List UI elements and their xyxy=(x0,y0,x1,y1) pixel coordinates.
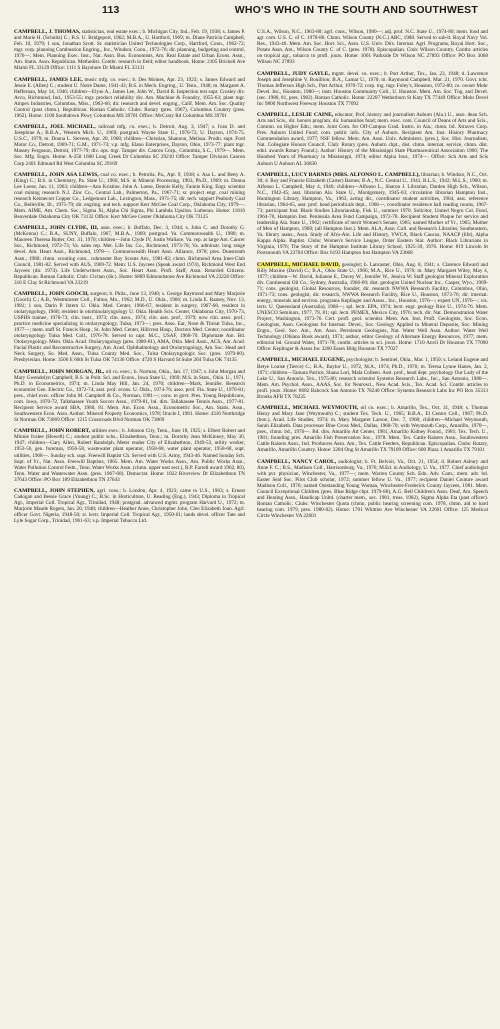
entry-name: CAMPBELL, JUDY GAYLE, xyxy=(257,70,330,77)
entry-name: CAMPBELL, JOHN ASA LEWIS, xyxy=(14,171,99,178)
biography-entry xyxy=(14,77,245,119)
biography-entry xyxy=(14,291,245,364)
biography-entry xyxy=(257,405,488,453)
biography-entry xyxy=(257,112,488,166)
entry-text: psychologist; b. Sentinel, Okla., Mar. 1, 1950; s. Leland Eugene and Betye Louise (Tierce) C.; B.A., Baylor U., 1972, M.A., 1974, Ph.D., 1976; m. Teresa Lynne Hanes, Jan. 2, 1971; children—Tamara Patrice, Shana Lori, Mala Colleen. Asst. prof., head dept. psychology Our Lady of the Lake U., San Antonio, Tex., 1975-80; research scientist Systems Research Labs., Inc., San Antonio, 1980—. Mem. Am. Psychol. Assn., AAAS, Soc. for Neurosci., New Acad. Scis., Tex. Acad. Sci. Contbr. articles to profl. jours. Home: 8682 Babcock San Antonio TX 78240 Office: Systems Research Labs Inc PO Box 35313 Brooks AFB TX 78235 xyxy=(257,357,488,400)
entry-name: CAMPBELL, JOHN STEPHEN, xyxy=(14,487,95,494)
entry-name: CAMPBELL, LESLIE CAINE, xyxy=(257,112,334,119)
biography-entry xyxy=(14,488,245,524)
entry-name: CAMPBELL, MICHAEL WEYMOUTH, xyxy=(257,404,359,411)
biography-entry xyxy=(14,225,245,285)
right-column xyxy=(257,24,488,527)
entry-name: CAMPBELL, MICHAEL DAVID, xyxy=(257,261,340,268)
entry-name: CAMPBELL, JOEL MICHAEL, xyxy=(14,124,96,131)
biography-entry xyxy=(257,172,488,257)
entry-text: oil co. exec.; b. Amarillo, Tex., Oct. 31, 1948; s. Thomas Henry and Mary Jane (Weymouth) C.; student Tex. Tech. U., 1965; B.B.A., El Centro Coll., 1967; Ph.D. (hon.), Acad. Life Studies, 1974; m. Mary Margaret Larson, Dec. 7, 1968; children—Michael Weymouth, Sarah Elizabeth. Data processor Blue Cross Med., Dallas, 1968-70; with Weymouth Corp., Amarillo, 1970—, pres., chmn. bd., 1976—. Bd. dirs. Amarillo Art Center, 1981, Amarillo Kidney Found., 1981; Tex. Tech. U., 1981; founding pres. Amarillo Fish Preservation Soc., 1978. Mem. Tex. Cattle Raisers Assn., Southwestern Cattle Raisers Assn., Ind. Producers Assn. Am., Tex. Cattle Feeders, Republican. Episcopalian. Clubs: Rotary, Amarillo, Amarillo Country. Home: 3204 Ong St Amarillo TX 79109 Office: 600 Plaza 1 Amarillo TX 79101 xyxy=(257,404,488,454)
entry-name: CAMPBELL, JAMES LEE, xyxy=(14,76,83,83)
entry-name: CAMPBELL, JOHN CLYDE, III, xyxy=(14,225,99,232)
left-column xyxy=(14,24,245,527)
entry-text: music mfg. co. exec.; b. Des Moines, Apr. 23, 1923; s. James Edward and Jessie E. (Allen) C.; student U. Notre Dame, 1941-43; B.S. in Mech. Engring., U. Tenn., 1948; m. Margaret A. Heffernan, May 14, 1946; children—Elyse A., James Lee, John W., David R. Inspection test supr. Crosley div. Avco, Richmond, Ind., 1953-55; mgr. product reliability div. Am. Machine & Foundry, 1955-63; plant mgr. Ampex Industries, Columbus, Miss., 1963-66; dir. research and devel. engrng., Calif. Mem. Am. Soc. Quality Control (past chmn.). Republican. Roman Catholic. Clubs: Rotary (pres. 1967), Columbus Country (pres. 1962). Home: 1100 Southdown Pkwy Columbus MS 39701 Office: McCrary Rd Columbus MS 39701 xyxy=(14,76,245,119)
entry-text: mgmt. devel. co. exec.; b. Port Arthur, Tex., Jan. 23, 1948; d. Lawrence Joseph and Josephine V. Bouillion; B.A., Lamar U., 1970; m. Raymond Campbell, Mar. 21, 1970. Govt. tchr. Thomas Jefferson High Sch., Port Arthur, 1970-72; corp. tng. mgr. Foley's, Houston, 1972-80; co. owner Mohr Devel. Inc., Houston, 1980—; instr. Houston Community Coll., U. Houston. Mem. Am. Soc. Tng. and Devel. (sec. 1980, 81, pres. 1982). Roman Catholic. Home: 22207 Wetherburn St Katy TX 77449 Office: Mohr Devel Inc 9800 Northwest Freeway Houston TX 77092 xyxy=(257,70,488,107)
biography-entry xyxy=(14,29,245,71)
entry-text: geologist; b. Lancaster, Ohio, Aug. 8, 1941; s. Clarence Edward and Billy Maxine (David) C.; B.A., Ohio State U., 1966; M.A., Rice U., 1976; m. Mary Margaret Wiley, May 4, 1977; children—W. David, Julianne E., Davey W., Jennifer W., Jessica W. Staff geologist Mineral Exploration div. Continental Oil Co., Sydney, Australia, 1966-69; dist. geologist United Nuclear Inc., Casper, Wyo., 1969-71; cons. geologist, Global Resources, founder, dir. research NWWA Research Facility, Columbus, Ohio, 1971-73; cons. geologist, dir. research, NWWA Research Facility, Rice U., Houston, 1973-76; dir. internat. energy, minerals and environ. programs Keplinger and Assos., Inc., Houston, 1976—; expert UN, 1976—; vis. lectr. U. Queensland (Australia), 1968—; spl. lectr. EPA, 1974; lectr. engr. geology Rice U., 1974-76. Mem. UNESCO Seminars, 1977, 79, 81; spl. lectr. PEMEX, Mexico City, 1976; tech. dir. Nat. Demonstration Water Project, Washington, 1973-76. Cert. profl. geol. scientist. Mem. Am. Inst. Profl. Geologists, Soc. Econ. Geologists, Assn. Geologists for Internat. Devel., Soc. Geology Applied to Mineral Deposits, Soc. Mining Engrs., Geol. Soc. Am., Am. Assn. Petroleum Geologists, Nat. Water Well Assn. Author: Water Well Technology (Ohiana Book award), 1973; author, editor Geology of Alternate Energy Resources, 1977; mem. editorial bd. Ground Water, 1971-78; contbr. articles to sci. jours. Home: 1710 Anvil Dr Houston TX 77090 Office: Keplinger & Assos Inc 3200 Essex Bldg Houston TX 77027 xyxy=(257,261,488,353)
columns xyxy=(14,24,488,527)
entry-text: coal co. exec.; b. Petrolia, Pa., Apr. 9, 1938; s. Asa L. and Betty A. (King) C.; B.S. in Chemistry, Pa. State U., 1960, M.S. in Mineral Processing, 1963, Ph.D., 1969; m. Donna Lee Loese, Jan. 11, 1963; children—Ann Kristine, John A. Loese, Dennis Kelly, Fannie King. Engr. scientist coal mining research N.J. Zinc Co., Central Lab., Palmerton, Pa., 1967-71; sr. project engr. coal mining research Kennecott Copper Co., Ledgemont Lab., Lexington, Mass., 1971-75; dir. tech. support Peabody Coal Co., Belleville, Ill., 1975-79; dir. engring. and tech. support Kerr McGee Coal Corp., Oklahoma City, 1979—. Mem. AIME, Am. Chem. Soc., Sigma Xi, Alpha Chi Sigma, Phi Lambda Upsilon. Lutheran. Home: 11816 Beaverdale Oklahoma City OK 73132 Office: Kerr McGee Center Oklahoma City OK 73125 xyxy=(14,171,245,221)
entry-text: assn. exec.; b. Buffalo, Dec. 3, 1944; s. John C. and Dorothy G. (McKenna) C.; B.A., SUNY, Buffalo, 1967, M.B.A., 1969; postgrad. Va. Commonwealth U., 1980; m. Maureen Theresa Butler, Oct. 31, 1970; children—John Clyde IV, Justin Wallace. Va. rep. at large Am. Cancer Soc., Richmond, 1972-73; Va. sales rep. Met. Life Ins. Co., Richmond, 1973-78; Va. adminstr. long range devel. Am. Heart Assn., Richmond, 1978—. Commonwealth Heart Assn. Alliance, 1978; pres. Dunstreath Assn., 1980; chmn. scouting com., cubmaster Boy Scouts Am., 1981-82; chmn. Richmond Area Inter-Club Council, 1981-82. Served with AUS, 1969-72. Mem. U.S. Jaycees (Speak award 1974), Richmond West End Jaycees (dir. 1974). Life Underwriters Assn., Soc. Heart Assn. Profl. Staff, Assn. Retarded Citizens. Republican. Roman Catholic. Club: Civitan (dir.). Home: 6809 Edmondstone Ave Richmond VA 23226 Office: 316 E Clay St Richmond VA 23219 xyxy=(14,225,245,286)
entry-name: CAMPBELL, JOHN MORGAN, JR., xyxy=(14,368,105,375)
entry-text: surgeon; b. Phila., June 13, 1940; s. George Raymond and Mary Marjorie (Gooch) C.; A.B., Westminster Coll., Fulton, Mo., 1962; M.D., U. Okla., 1966; m. Linda E. Ramey, Nov. 13, 1981; 1 son, Darin P. Intern U. Okla. Med. Center, 1966-67, resident in surgery, 1967-68, resident in otolaryngology, 1968; resident in otorhinolaryngology U. Okla. Health Scis. Center, Oklahoma City, 1970-73, USPHS trainee, 1970-73; clin. instr., 1973; clin. asso., 1974; clin. asst. prof., 1979; now clin. asso. prof.; practice medicine specializing in otolaryngology, Tulsa, 1973—; pres. Asso. Ear, Nose & Throat Tulsa, Inc., 1977—; mem. staff St. Francis Hosp., St. John Med. Center, Hillcrest Hosp., Doctors Med. Center; coordinator otolaryngology Tulsa Med. Coll., 1976-78. Served to capt. M.C., USAF, 1968-70. Diplomate Am. Bd. Otolaryngology. Mem. Okla. Acad. Otolaryngology (pres. 1980-81), AMA, Okla. Med. Assn., ACS, Am. Acad. Facial Plastic and Reconstructive Surgery, Am. Acad. Ophthalmology and Otolaryngology, Am. Soc. Head and Neck Surgery, So. Med. Assn., Tulsa County Med. Soc., Tulsa Otolaryngologic Soc. (pres. 1979-80). Presbyterian. Home: 3506 E 66th St Tulsa OK 74136 Office: 4720 S Harvard St Suite 204 Tulsa OK 74135 xyxy=(14,290,246,364)
biography-entry xyxy=(14,124,245,166)
entry-name: CAMPBELL, MICHAEL EUGENE, xyxy=(257,357,345,364)
entry-text: U.S.A., Wilson, N.C., 1963-80; agrl. cons., Wilson, 1980—; adj. prof. N.C. State U., 1974-80; mem. food and agr. com. U.S. C. of C. 1978-80. Chmn. Wilson County (N.C.) ARC, 1980. Served to sub-lt. Royal Navy Vol. Res., 1943-46. Mem. Am. Soc. Hort. Sci., Assn. U.S. Univ. Dirs. Internat. Agrl. Programs, Royal Hort. Soc., Potato Assn. Am., Wilson County C. of C. (pres. 1978). Episcopalian. Club: Wilson Country. Contbr. articles on tropical agr., tobacco to profl. jours. Home: 1001 Parkside Dr Wilson NC 27893 Office: PO Box 3068 Wilson NC 27893 xyxy=(257,29,488,66)
entry-text: librarian; b. Windsor, N.C., Oct. 30; d. Roy and Francie Elizabeth (Carter) Barnes; B.A., N.C. Central U., 1941, B.L.S., 1942; M.L.S., 1960; m. Alfonso L. Campbell, May 4, 1946; children—Alfonso L., Sharon J. Librarian, Darden High Sch., Wilson, N.C., 1942-45; asst. librarian Ala. State U., Montgomery, 1945-63; circulation librarian Hampton Inst., Huntington Library, Hampton, Va., 1963, acting dir., coordinator student activities, 1964, asst. reference librarian, 1964-65, asst. prof. head periodicals dept., 1966—, coordinator residence hall reading rooms, 1967-73; participant Inst. Black Studies Librarianship, Fisk U., summer 1970. Solicitor, United Negro Col. Fund, 1964-70, Hampton Inst. Peninsula Area Fund Campaign, 1972-78. Recipient Student Plaque for service and leadership Ala. State U., 1962; certificate of merit Women's Senate, 1965; named Mother of Yr., 1965; Mother of Men of Hampton, 1968; (all Hampton Inst.). Mem. ALA, Assn. Coll. and Research Libraries, Southeastern, Va. library assns., Assn. Study of Afro-Am. Life and History, YWCA, Black Caucus, NAACP (life), Alpha Kappa Alpha. Baptist. Clubs: Women's Service League, Order Eastern Star. Author: Black Librarians in Virginia, 1976; The Story of the Hampton Institute Library School, 1925-39, 1976. Home: 819 Lincoln St Portsmouth VA 23704 Office: Box 6193 Hampton Inst Hampton VA 23668 xyxy=(257,171,488,257)
page-header xyxy=(14,0,488,21)
biography-entry xyxy=(14,369,245,423)
biography-entry xyxy=(257,459,488,519)
entry-text: agrl. cons.; b. London, Apr. 4, 1923; came to U.S., 1963; s. Ernest Cadogan and Bessie Grace (Young) C.; B.Sc. in Horticulture, U. Reading (Eng.), 1943; Diploma in Tropical Agr., Imperial Coll. Tropical Agr., Trinidad, 1948; postgrad. advanced mgmt. program Harvard U., 1972; m. Marjorie Maude Rogers, Jan. 20, 1948; children—Heather Anne, Christopher John, Cleo Elizabeth Joan. Agrl. officer Govt. Nigeria, 1948-50; sr. lectr. Imperial Coll. Tropical Agr., 1950-61; lands devel. officer Tate and Lyle Sugar Corp., Trinidad, 1961-63; v.p. Imperial Tobacco Ltd. xyxy=(14,487,245,525)
entry-name: CAMPBELL, JOHN ROBERT, xyxy=(14,428,91,435)
running-title: WHO'S WHO IN THE SOUTH AND SOUTHWEST xyxy=(234,4,478,16)
biography-entry xyxy=(257,357,488,399)
entry-text: utilities exec.; b. Johnson City, Tenn., June 18, 1925; s. Elbert Robert and Minnie Ivalee (Howell) C.; student public schs., Elizabethton, Tenn.; m. Dorothy Jean McKinney, May 30, 1947; children—Gary Allen, Robert Randolph. Meter reader City of Elizabethton, 1949-53, utility worker, 1953-56, gen. foreman, 1956-58, wastewater plant operator, 1958-68, water plant operator, 1958-68, supt. utilities, 1968—. Sunday sch. supt. Freewill Baptist Ch. Served with U.S. Army, 1943-46. Named Sunday Sch. Supt. of Yr., Nat. Assn. Freewill Baptists, 1965. Mem. Am. Water Works Assn., Am. Public Works Assn., Water Pollution Control Fedn., Tenn. Water Works Assn. (chmn. upper east sect.), R.P. Farrell award 1962, 80), Tenn. Water and Wastewater Assn. (pres. 1967-68). Democrat. Home: 1022 Riverview Dr Elizabethton TN 37643 Office: PO Box 189 Elizabethton TN 37643 xyxy=(14,428,245,483)
entry-text: oil co. exec.; b. Norman, Okla., Jan. 17, 1947; s. John Morgan and Mary Gwendolyn Campbell; B.S. in Polit. Sci. and Econs., Iowa State U., 1969; M.S. in Stats., Okla. U., 1971, Ph.D. in Econometrics, 1974; m. Linda May Hill, Jan. 24, 1970; children—Mark, Jennifer. Research economist Gen. Electric Co., 1972-74; asst. prof. econs. U. Okla., 1974-76; asso. prof. Fla. State U., 1976-81; pres., chief exec. officer John M. Campbell & Co., Norman, 1981—; cons. to govt. Pres. Young Republicans, com. Iowa, 1970-72, Tallahassee Youth Soccer Assn., 1979-81, bd. dirs. Tallahassee Tennis Assn., 1977-81. Recipient Service award SBA, 1980, 81. Mem. Am. Econ. Assn., Econometric Soc., Am. Statis. Assn., Southwestern Econ. Assn. Author: Mineral Property Economics, 1978; Oracle I, 1981. Home: 4316 Northridge St Norman OK 73069 Office: 1215 Crossroads Blvd Norman OK 73069 xyxy=(14,368,245,424)
entry-text: educator, Prof. history and journalism Auburn (Ala.) U., asso. dean Sch. Arts and Scis., dir. honors program, dir. humanities fund; mem. exec. com. Council of Deans of Arts and Scis., Commn. on Higher Edn.; mem. Joint Com. for Off-Campus Grad. Instrn. in Ala.; chmn. bd. Xtravex Corp. Pres. Auburn United Fund; com. public info. City of Auburn. Recipient Am. Inst. History Pharmacy Commendation award, 1977; NSF fellow. Mem. Am. Assn. Univ. Administrs. (pres.), Soc. Hist. Journalism, Nat. Collegiate Honors Council. Club: Rotary (pres. Auburn chpt., dist. chmn. internat. service, chmn. dist. ednl. awards Rotary Found.). Author: History of the Mississippi State Pharmaceutical Association 1966; The Hundred Years of Pharmacy in Mississippi, 1974; editor Alpha Jour., 1974—. Office: Sch Arts and Scis Auburn U Auburn AL 36830 xyxy=(257,112,488,167)
entry-text: railroad mfg. co. exec.; b. Detroit, Aug. 3, 1947; s. Ivan D. and Josephine A.; B.B.A., Western Mich. U., 1969; postgrad. Wayne State U., 1970-72, U. Dayton, 1974-75. U.S.C., 1979; m. Donna L. Stevens, Apr. 20, 1968; children—Christian, Shannon, Melissa. Prodn. supt. Ford Motor Co., Detroit, 1969-71; G.M., 1971-73; v.p. mfg. Elano Enterprises, Dayton, Ohio, 1973-77; plant mgr. Massey Ferguson, Detroit, 1977-79; div. ops. mgr. Tamper div. Canron Corp., Columbia, S.C., 1979—. Mem. Soc. Mfg. Engrs. Home: A-258 1600 Long Creek Dr Columbia SC 29210 Office: Tamper Division Canron Corp 2401 Edmund Rd West Columbia SC 29169 xyxy=(14,124,245,167)
entry-name: CAMPBELL, LUCY BARNES (MRS. ALFONSO L. CAMPBELL), xyxy=(257,171,420,178)
page-number: 113 xyxy=(102,4,120,16)
biography-entry xyxy=(14,428,245,482)
entry-name: CAMPBELL, NANCY CAROL, xyxy=(257,458,337,465)
entry-text: statistician, real estate exec.; b. Michigan City, Ind., Feb. 19, 1938; s. James P. and Marie H. (Schultz) C.; B.S. U. Bridgeport, 1962; M.B.A., U. Hartford, 1969; m. Diane Patricia Campbell, Feb. 10, 1979; 1 son, Jonathan Scott. Sr. statistician United Technologies Corp., Hartford, Conn., 1962-72; mgr. corp. planning Combustion Engring., Inc., Windsor, Conn., 1972-76; dir. planning, budgeting and control, 1976—; Mem. Planning Exec. Inst., Nat. Assn. Bus. Economists, Am. Real Estate and Urban Econs. Assn., Am. Statis. Assn. Republican. Methodist. Contbr. research in field; editor handbook. Home: 2105 Brickell Ave Miami FL 33129 Office: 1111 S Bayshore Dr Miami FL 33131 xyxy=(14,29,245,72)
biography-entry xyxy=(14,172,245,220)
biography-entry xyxy=(257,262,488,353)
entry-name: CAMPBELL, J. THOMAS, xyxy=(14,29,81,36)
biography-entry xyxy=(257,71,488,107)
entry-name: CAMPBELL, JOHN GOOCH, xyxy=(14,290,89,297)
biography-entry xyxy=(257,29,488,65)
entry-text: audiologist; b. Ft. Belvoir, Va., Oct. 21, 1954; d. Robert Asbury and Anne F. C.; B.S., Madison Coll., Harrisonburg, Va., 1976; M.Ed. in Audiology, U. Va., 1977. Chief audiologist with pvt. physician, Winchester, Va., 1977—; mem. Warren County Sch. Edn. Adv. Com.; mem. adv. bd. Easter Seal Soc. Pilot Club scholar, 1972; summer fellow U. Va., 1977; recipient Daniel Couture award Madison Coll., 1976; named Outstanding Young Woman, Winchester-Frederick County Jaycees, 1981. Mem. Council Exceptional Children (pres. Blue Ridge chpt. 1979-80), A.G. Bell Children's Assn. Deaf, Am. Speech and Hearing Assn., Handicap Unltd. (charter mem., sec. 1981, treas. 1982), Sigma Alpha Eta (past officer). Roman Catholic. Clubs: Winchester Quota (chmn. public hearing screening com. 1978, chmn. aid to hard hearing com. 1979, pres. 1980-82). Home: 1701 Whittier Ave Winchester VA 22601 Office: 125 Medical Circle Winchester VA 22601 xyxy=(257,458,488,519)
